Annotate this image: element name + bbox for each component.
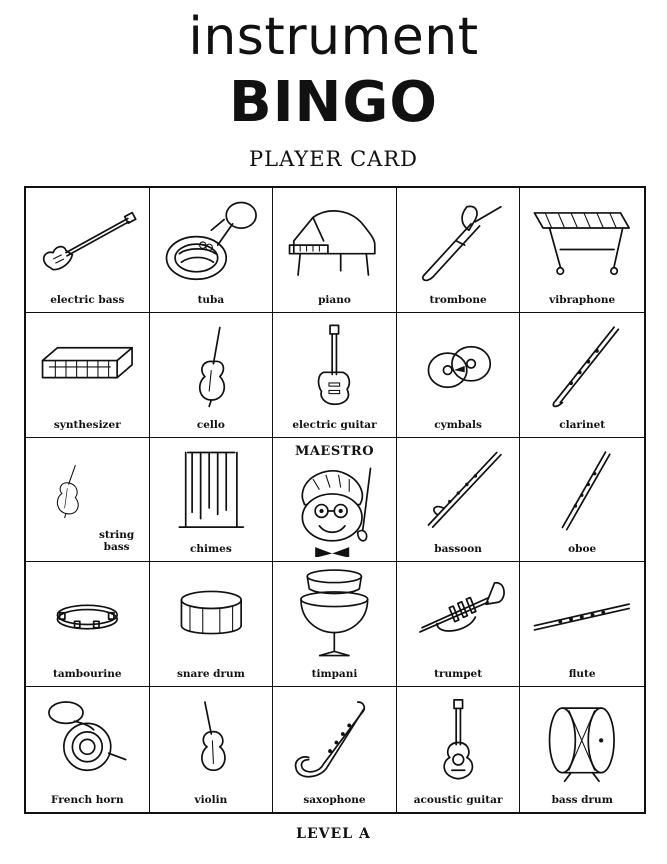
cell-acoustic-guitar[interactable] <box>397 687 521 812</box>
cell-label: French horn <box>50 794 124 806</box>
cell-trombone[interactable] <box>397 188 521 313</box>
level-label: LEVEL A <box>296 826 371 842</box>
cell-chimes[interactable] <box>150 438 274 563</box>
subtitle-player-card: PLAYER CARD <box>249 147 418 171</box>
cello-icon <box>158 319 265 413</box>
cell-label: oboe <box>568 543 597 556</box>
electric-guitar-icon <box>281 319 388 413</box>
acoustic-guitar-icon <box>405 693 512 788</box>
cell-label: tuba <box>197 293 225 306</box>
cell-label: trombone <box>429 293 487 306</box>
cell-label: electric guitar <box>292 418 377 431</box>
flute-icon <box>528 568 636 662</box>
piano-icon <box>281 194 388 288</box>
cell-french-horn[interactable] <box>26 687 150 812</box>
bassoon-icon <box>405 444 512 538</box>
cell-label: bassoon <box>434 543 482 556</box>
cell-bass-drum[interactable] <box>520 687 644 812</box>
cell-label: flute <box>568 668 596 681</box>
oboe-icon <box>528 444 636 538</box>
synthesizer-icon <box>34 319 141 413</box>
trumpet-icon <box>405 568 512 662</box>
cell-label: saxophone <box>303 794 366 806</box>
cell-label: tambourine <box>53 668 122 681</box>
cell-label: violin <box>194 794 228 806</box>
cell-label: cymbals <box>434 418 482 431</box>
cell-violin[interactable] <box>150 687 274 812</box>
cell-label: snare drum <box>176 668 245 681</box>
cymbals-icon <box>405 319 512 413</box>
cell-cymbals[interactable] <box>397 313 521 438</box>
cell-label: timpani <box>311 668 358 681</box>
cell-string-bass[interactable] <box>26 438 150 563</box>
cell-oboe[interactable] <box>520 438 644 563</box>
cell-trumpet[interactable] <box>397 562 521 687</box>
cell-label: piano <box>318 293 351 306</box>
maestro-label: MAESTRO <box>294 443 375 459</box>
cell-piano[interactable] <box>273 188 397 313</box>
cell-label: electric bass <box>50 293 125 306</box>
tuba-icon <box>158 194 265 288</box>
cell-label: trumpet <box>434 668 483 681</box>
string-bass-icon <box>34 444 101 538</box>
cell-vibraphone[interactable] <box>520 188 644 313</box>
cell-label: chimes <box>190 543 232 556</box>
timpani-icon <box>281 568 388 662</box>
bass-drum-icon <box>528 693 636 788</box>
cell-bassoon[interactable] <box>397 438 521 563</box>
cell-label: cello <box>196 418 225 431</box>
violin-icon <box>158 693 265 788</box>
cell-label: synthesizer <box>53 418 121 431</box>
cell-snare-drum[interactable] <box>150 562 274 687</box>
french-horn-icon <box>34 693 141 788</box>
cell-saxophone[interactable] <box>273 687 397 812</box>
cell-tuba[interactable] <box>150 188 274 313</box>
cell-label: clarinet <box>559 418 606 431</box>
cell-label: string bass <box>98 529 135 554</box>
cell-timpani[interactable] <box>273 562 397 687</box>
cell-label: bass drum <box>551 794 613 806</box>
cell-synthesizer[interactable] <box>26 313 150 438</box>
title-bingo: BINGO <box>229 70 438 135</box>
cell-label: vibraphone <box>549 293 616 306</box>
chimes-icon <box>158 444 265 538</box>
cell-clarinet[interactable] <box>520 313 644 438</box>
cell-electric-guitar[interactable] <box>273 313 397 438</box>
cell-tambourine[interactable] <box>26 562 150 687</box>
electric-bass-icon <box>34 194 141 288</box>
tambourine-icon <box>34 568 141 662</box>
snare-drum-icon <box>158 568 265 662</box>
cell-label: acoustic guitar <box>413 794 503 806</box>
cell-cello[interactable] <box>150 313 274 438</box>
trombone-icon <box>405 194 512 288</box>
maestro-conductor-icon <box>281 462 388 558</box>
vibraphone-icon <box>528 194 636 288</box>
saxophone-icon <box>281 693 388 788</box>
cell-flute[interactable] <box>520 562 644 687</box>
cell-electric-bass[interactable] <box>26 188 150 313</box>
title-instrument: instrument <box>188 7 479 67</box>
bingo-card-grid <box>24 186 646 814</box>
cell-maestro-free-space[interactable] <box>273 438 397 563</box>
clarinet-icon <box>528 319 636 413</box>
